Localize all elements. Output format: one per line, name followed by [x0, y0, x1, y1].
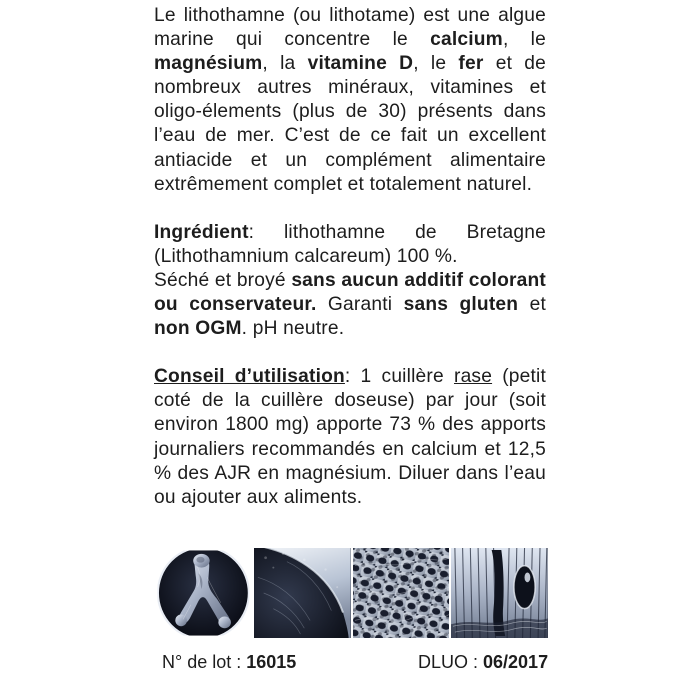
intro-run-6: et un complément alimentaire extrêmement complet et totalement naturel.	[154, 149, 546, 195]
intro-bold-vitamine-d: vitamine D	[307, 53, 414, 75]
intro-bold-calcium: calcium	[430, 29, 503, 51]
intro-run-4: , le	[413, 53, 459, 75]
conseil-run-2: (petit coté de la cuillère doseuse) par jour (soit environ 1800 mg) apporte 73 % des apports journaliers recommandés en calcium et 12,5 % des AJR en magnésium. Diluer dans l’eau ou ajouter aux aliments.	[154, 366, 547, 508]
dluo	[418, 650, 548, 674]
ingredient-run-2: Séché et broyé	[154, 269, 292, 291]
ingredient-run-5: . pH neutre.	[241, 318, 345, 340]
intro-bold-fer: fer	[458, 53, 484, 75]
text-column	[154, 4, 546, 510]
lithothamne-conceptacle-sem-icon	[451, 548, 548, 638]
ingredient-label: Ingrédient	[154, 221, 249, 243]
ingredient-bold-sans-gluten: sans gluten	[403, 294, 519, 316]
lithothamne-porous-network-sem-icon	[353, 548, 450, 638]
ingredient-run-1: : lithothamne de Bretagne (Lithothamnium calcareum) 100 %.	[154, 221, 546, 267]
lithothamne-branch-sem-icon	[155, 548, 252, 638]
micrograph-panel-4	[451, 548, 548, 638]
micrograph-strip	[155, 548, 548, 638]
micrograph-panel-3	[353, 548, 450, 638]
conseil-run-1: : 1 cuillère	[344, 366, 454, 388]
intro-run-1: Le lithothamne (ou lithotame) est une algue marine qui concentre le	[154, 5, 546, 51]
dluo-label: DLUO :	[418, 652, 484, 672]
ingredient-bold-non-ogm: non OGM	[154, 318, 242, 340]
micrograph-panel-2	[254, 548, 351, 638]
dluo-value: 06/2017	[483, 652, 549, 672]
conseil-underline-rase: rase	[453, 366, 493, 388]
intro-run-5: et de nombreux autres minéraux, vitamines et oligo-élements (plus de 30) présents dans l’eau de mer. C’est de ce fait un excellent antiacide	[154, 53, 547, 171]
lithothamne-crescent-sem-icon	[254, 548, 351, 638]
paragraph-intro	[154, 4, 546, 197]
paragraph-conseil-utilisation	[154, 365, 546, 510]
ingredient-run-4: et	[518, 294, 546, 316]
intro-run-2: , le	[502, 29, 546, 51]
intro-bold-magnesium: magnésium	[154, 53, 263, 75]
micrograph-panel-1	[155, 548, 252, 638]
paragraph-ingredient	[154, 221, 546, 341]
lot-number	[162, 650, 296, 674]
conseil-label: Conseil d’utilisation	[154, 366, 345, 388]
lot-value: 16015	[246, 652, 297, 672]
ingredient-bold-additif: sans aucun additif colorant ou conservateur.	[154, 269, 546, 316]
ingredient-run-3: Garanti	[316, 294, 404, 316]
lot-label: N° de lot :	[162, 652, 247, 672]
intro-run-3: , la	[262, 53, 308, 75]
